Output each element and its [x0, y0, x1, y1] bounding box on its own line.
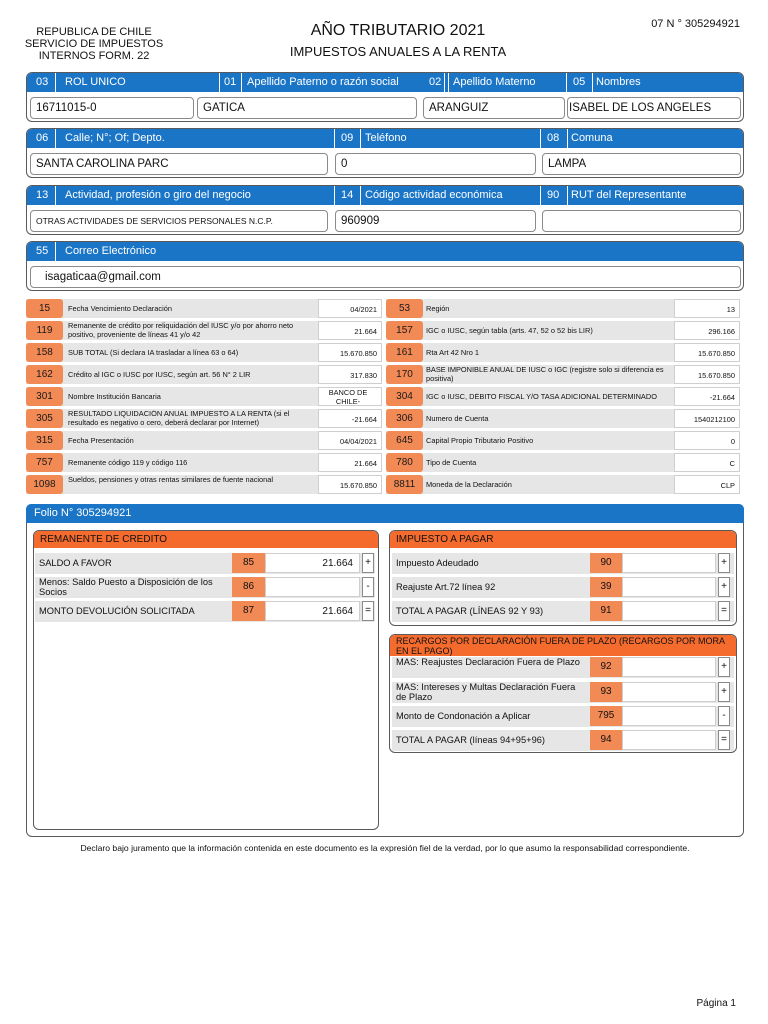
grid-label: Remanente código 119 y código 116 [68, 459, 188, 467]
identity-block [26, 72, 744, 122]
panel-row-code: 94 [590, 730, 622, 750]
panel-row-value[interactable]: 21.664 [265, 553, 360, 573]
comuna-field[interactable]: LAMPA [542, 153, 741, 175]
panel-row-label: MAS: Reajustes Declaración Fuera de Plazo [396, 657, 580, 667]
grid-label: Remanente de crédito por reliquidación del IUSC y/o por ahorro neto positivo, proveniente de líneas 41 y/o 42 [68, 322, 294, 339]
rut-representante-field[interactable] [542, 210, 741, 232]
nombres-field[interactable]: ISABEL DE LOS ANGELES [567, 97, 741, 119]
panel-row-sign: + [362, 553, 374, 573]
field-label: ROL UNICO [56, 73, 220, 92]
field-code: 03 [27, 73, 56, 92]
panel-row-sign: + [718, 682, 730, 702]
field-code: 09 [335, 129, 361, 148]
folio-title: Folio N° 305294921 [26, 504, 744, 523]
panel-row-sign: + [718, 553, 730, 573]
grid-code: 305 [26, 409, 63, 428]
grid-value[interactable]: 21.664 [318, 453, 382, 472]
panel-row-sign: = [718, 730, 730, 750]
panel-row-label: Impuesto Adeudado [396, 558, 479, 568]
grid-label: Tipo de Cuenta [426, 459, 477, 467]
grid-label: Crédito al IGC o IUSC por IUSC, según art. 56 N° 2 LIR [68, 371, 251, 379]
panel-row-value[interactable] [265, 577, 360, 597]
apellido-paterno-field[interactable]: GATICA [197, 97, 417, 119]
grid-value[interactable]: -21.664 [318, 409, 382, 428]
field-code: 02 [425, 73, 449, 92]
panel-row-code: 795 [590, 706, 622, 726]
panel-row-label: Reajuste Art.72 línea 92 [396, 582, 496, 592]
grid-label: Numero de Cuenta [426, 415, 489, 423]
email-header-bar [27, 242, 743, 261]
grid-code: 161 [386, 343, 423, 362]
panel-row-sign: + [718, 657, 730, 677]
page-number: Página 1 [696, 998, 736, 1009]
grid-label: RESULTADO LIQUIDACIÓN ANUAL IMPUESTO A LA RENTA (si el resultado es negativo o cero, deberá declarar por Internet) [68, 410, 290, 427]
grid-value[interactable]: 0 [674, 431, 740, 450]
grid-code: 157 [386, 321, 423, 340]
grid-label: IGC o IUSC, según tabla (arts. 47, 52 o 52 bis LIR) [426, 327, 593, 335]
panel-row-label: Menos: Saldo Puesto a Disposición de los Socios [39, 577, 213, 597]
panel-row-value[interactable] [622, 577, 716, 597]
panel-row-value[interactable] [622, 730, 716, 750]
panel-row-sign: + [718, 577, 730, 597]
grid-value[interactable]: BANCO DE CHILE- [318, 387, 382, 406]
grid-label: Nombre Institución Bancaria [68, 393, 161, 401]
panel-row-label: MONTO DEVOLUCIÓN SOLICITADA [39, 606, 195, 616]
panel-row-label: TOTAL A PAGAR (LÍNEAS 92 Y 93) [396, 606, 544, 616]
page-title: AÑO TRIBUTARIO 2021 [310, 22, 486, 39]
issuer-line: SERVICIO DE IMPUESTOS [24, 38, 164, 50]
issuer-block [14, 26, 174, 62]
field-code: 14 [335, 186, 361, 205]
panel-row-code: 91 [590, 601, 622, 621]
grid-code: 53 [386, 299, 423, 318]
grid-code: 158 [26, 343, 63, 362]
panel-row-value[interactable]: 21.664 [265, 601, 360, 621]
page-subtitle: IMPUESTOS ANUALES A LA RENTA [289, 44, 507, 59]
field-label: Apellido Paterno o razón social [242, 73, 445, 92]
grid-code: 162 [26, 365, 63, 384]
grid-code: 8811 [386, 475, 423, 494]
grid-value[interactable]: 04/2021 [318, 299, 382, 318]
recargos-title: RECARGOS POR DECLARACIÓN FUERA DE PLAZO (RECARGOS POR MORA EN EL PAGO) [390, 635, 736, 656]
remanente-title: REMANENTE DE CREDITO [34, 531, 378, 548]
panel-row-sign: = [362, 601, 374, 621]
field-code: 55 [27, 242, 56, 261]
panel-row-value[interactable] [622, 682, 716, 702]
panel-row-code: 90 [590, 553, 622, 573]
grid-code: 119 [26, 321, 63, 340]
grid-code: 304 [386, 387, 423, 406]
grid-value[interactable]: 21.664 [318, 321, 382, 340]
impuesto-title: IMPUESTO A PAGAR [390, 531, 736, 548]
grid-code: 170 [386, 365, 423, 384]
panel-row-label: SALDO A FAVOR [39, 558, 112, 568]
issuer-line: REPUBLICA DE CHILE [36, 26, 152, 38]
grid-value[interactable]: 15.670.850 [318, 475, 382, 494]
field-code: 13 [27, 186, 56, 205]
panel-row-value[interactable] [622, 601, 716, 621]
grid-code: 780 [386, 453, 423, 472]
rol-unico-field[interactable]: 16711015-0 [30, 97, 194, 119]
grid-value[interactable]: 04/04/2021 [318, 431, 382, 450]
field-label: Apellido Materno [449, 73, 567, 92]
panel-row-value[interactable] [622, 706, 716, 726]
field-label: Calle; N°; Of; Depto. [56, 129, 335, 148]
grid-value[interactable]: 13 [674, 299, 740, 318]
grid-value[interactable]: 1540212100 [674, 409, 740, 428]
panel-row-code: 92 [590, 657, 622, 677]
activity-header-bar [27, 186, 743, 205]
grid-value[interactable]: 15.670.850 [674, 365, 740, 384]
address-block [26, 128, 744, 178]
sworn-declaration: Declaro bajo juramento que la información contenida en este documento es la expresión fiel de la verdad, por lo que asumo la responsabilidad correspondiente. [80, 843, 690, 853]
panel-row-code: 86 [232, 577, 265, 597]
panel-row-code: 93 [590, 682, 622, 702]
grid-label: Sueldos, pensiones y otras rentas similares de fuente nacional [68, 476, 274, 484]
grid-value[interactable]: 15.670.850 [318, 343, 382, 362]
email-field[interactable]: isagaticaa@gmail.com [30, 266, 741, 288]
grid-label: SUB TOTAL (Si declara IA trasladar a línea 63 o 64) [68, 349, 239, 357]
folio-number: 07 N ° 305294921 [651, 18, 740, 30]
calle-field[interactable]: SANTA CAROLINA PARC [30, 153, 328, 175]
activity-block [26, 185, 744, 235]
field-label: Comuna [571, 132, 613, 144]
grid-value[interactable]: 296.166 [674, 321, 740, 340]
grid-value[interactable]: -21.664 [674, 387, 740, 406]
panel-row-label: Monto de Condonación a Aplicar [396, 711, 531, 721]
grid-label: BASE IMPONIBLE ANUAL DE IUSC o IGC (registre solo si diferencia es positiva) [426, 366, 664, 383]
grid-code: 306 [386, 409, 423, 428]
field-label: Correo Electrónico [65, 245, 157, 257]
field-code: 01 [220, 73, 242, 92]
remanente-panel [33, 530, 379, 830]
field-label: Actividad, profesión o giro del negocio [56, 186, 335, 205]
grid-label: Moneda de la Declaración [426, 481, 512, 489]
grid-label: Región [426, 305, 450, 313]
grid-value[interactable]: C [674, 453, 740, 472]
panel-row-label: TOTAL A PAGAR (líneas 94+95+96) [396, 735, 546, 745]
panel-row-sign: - [362, 577, 374, 597]
grid-code: 645 [386, 431, 423, 450]
field-label: RUT del Representante [571, 189, 687, 201]
grid-code: 301 [26, 387, 63, 406]
panel-row-value[interactable] [622, 657, 716, 677]
identity-header-bar [27, 73, 743, 92]
grid-label: Rta Art 42 Nro 1 [426, 349, 479, 357]
field-label: Nombres [596, 76, 641, 88]
codigo-actividad-field[interactable]: 960909 [335, 210, 536, 232]
actividad-field[interactable]: OTRAS ACTIVIDADES DE SERVICIOS PERSONALES N.C.P. [30, 210, 328, 232]
grid-value[interactable]: 317.830 [318, 365, 382, 384]
field-label: Código actividad económica [361, 186, 541, 205]
grid-code: 15 [26, 299, 63, 318]
field-code: 06 [27, 129, 56, 148]
issuer-line: INTERNOS FORM. 22 [38, 50, 150, 62]
grid-code: 315 [26, 431, 63, 450]
apellido-materno-field[interactable]: ARANGUIZ [423, 97, 565, 119]
field-code: 90 [541, 186, 568, 205]
address-header-bar [27, 129, 743, 148]
panel-row-code: 85 [232, 553, 265, 573]
panel-row-code: 39 [590, 577, 622, 597]
grid-label: Fecha Presentación [68, 437, 134, 445]
grid-value[interactable]: 15.670.850 [674, 343, 740, 362]
grid-code: 757 [26, 453, 63, 472]
panel-row-sign: = [718, 601, 730, 621]
panel-row-sign: - [718, 706, 730, 726]
telefono-field[interactable]: 0 [335, 153, 536, 175]
field-label: Teléfono [361, 129, 541, 148]
grid-label: Fecha Vencimiento Declaración [68, 305, 172, 313]
grid-label: Capital Propio Tributario Positivo [426, 437, 534, 445]
field-code: 08 [541, 129, 568, 148]
panel-row-label: MAS: Intereses y Multas Declaración Fuera de Plazo [396, 682, 576, 702]
panel-row-value[interactable] [622, 553, 716, 573]
field-code: 05 [567, 73, 593, 92]
grid-code: 1098 [26, 475, 63, 494]
grid-value[interactable]: CLP [674, 475, 740, 494]
panel-row-code: 87 [232, 601, 265, 621]
grid-label: IGC o IUSC, DÉBITO FISCAL Y/O TASA ADICIONAL DETERMINADO [426, 393, 657, 401]
email-block [26, 241, 744, 291]
